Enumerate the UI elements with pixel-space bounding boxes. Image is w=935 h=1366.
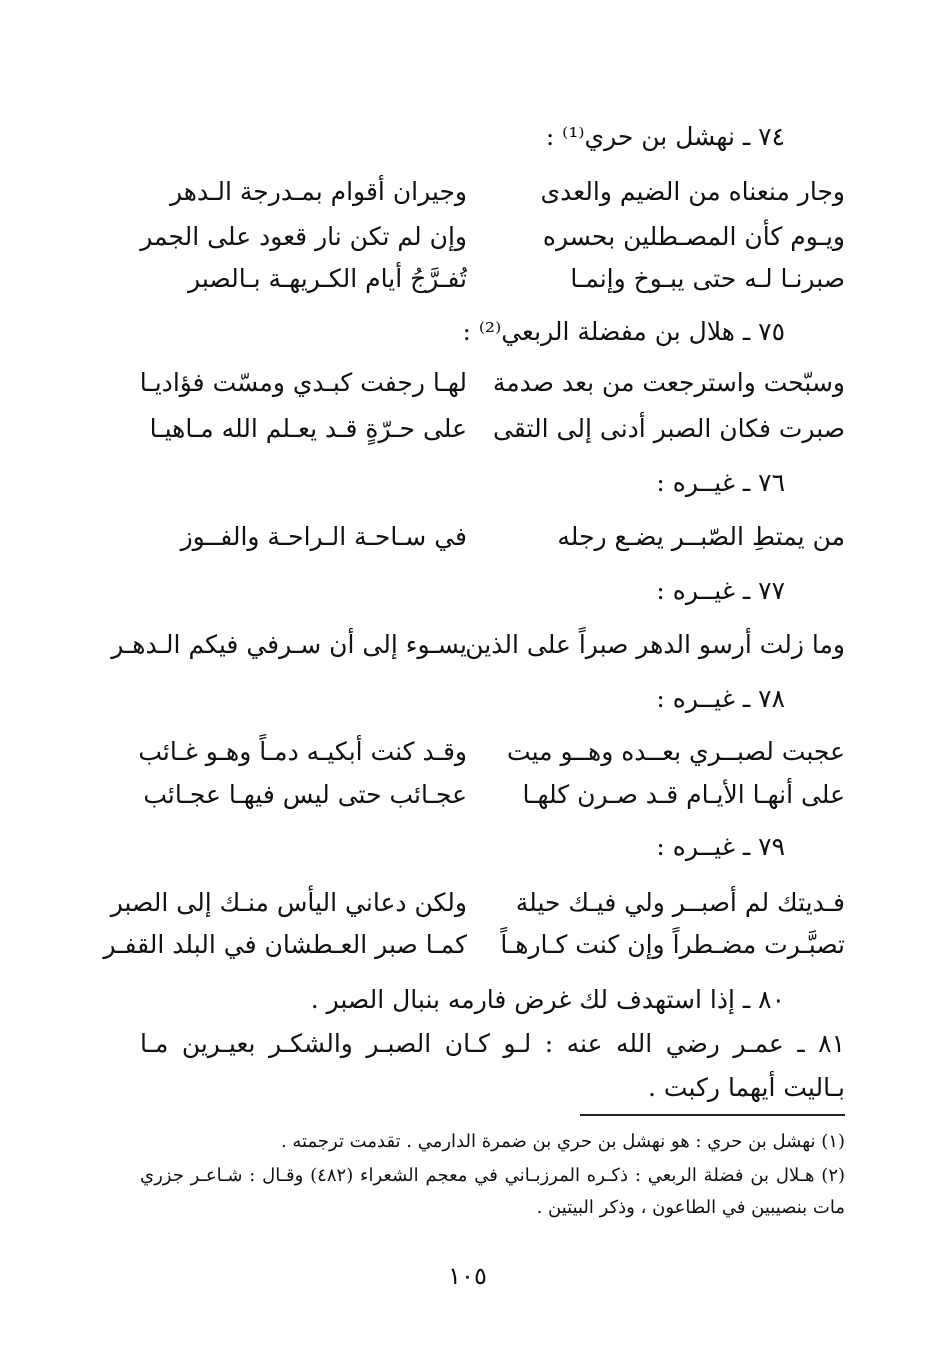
heading-74: ٧٤ ـ نهشل بن حري⁽¹⁾ : — [545, 122, 785, 151]
verse-hemistich-right: وجار منعناه من الضيم والعدى — [540, 177, 845, 206]
verse-hemistich-right: ويـوم كأن المصـطلين بحسره — [542, 222, 845, 251]
verse-hemistich-left: وقـد كنت أبكيـه دمـاً وهـو غـائب — [138, 737, 467, 766]
footnote-1: (١) نهشل بن حري : هو نهشل بن حري بن ضمرة الدارمي . تقدمت ترجمته . — [280, 1131, 845, 1152]
verse-hemistich-left: وجيران أقوام بمـدرجة الـدهر — [169, 177, 467, 206]
heading-78: ٧٨ ـ غيــره : — [656, 684, 785, 713]
verse-hemistich-left: يسـوء إلى أن سـرفي فيكم الـدهـر — [111, 630, 467, 659]
paragraph-80: ٨٠ ـ إذا استهدف لك غرض فارمه بنبال الصبر . — [310, 985, 785, 1014]
page-number: ١٠٥ — [448, 1262, 487, 1290]
verse-hemistich-left: في سـاحـة الـراحـة والفــوز — [180, 522, 467, 551]
footnote-divider — [580, 1114, 845, 1116]
heading-77: ٧٧ ـ غيــره : — [656, 576, 785, 605]
heading-79: ٧٩ ـ غيــره : — [656, 832, 785, 861]
verse-hemistich-right: فـديتك لم أصبــر ولي فيـك حيلة — [515, 888, 845, 917]
verse-hemistich-left: لهـا رجفت كبـدي ومسّت فؤاديـا — [139, 368, 467, 397]
verse-hemistich-left: كمـا صبر العـطشان في البلد القفـر — [103, 930, 467, 959]
verse-hemistich-right: صبرنـا لـه حتى يبـوخ وإنمـا — [570, 264, 845, 293]
footnote-2: (٢) هـلال بن فضلة الربعي : ذكـره المرزبـاني في معجم الشعراء (٤٨٢) وقـال : شـاعـر جزري مات بنصيبين في الطاعون ، وذكر البيتين . — [140, 1165, 846, 1218]
verse-hemistich-left: وإن لم تكن نار قعود على الجمر — [140, 222, 467, 251]
verse-hemistich-left: على حـرّةٍ قـد يعـلم الله مـاهيـا — [149, 414, 467, 443]
verse-hemistich-right: عجبت لصبــري بعــده وهــو ميت — [507, 737, 845, 766]
verse-hemistich-right: وما زلت أرسو الدهر صبراً على الذين — [465, 630, 845, 659]
verse-hemistich-right: من يمتطِ الصّبــر يضـع رجله — [557, 522, 845, 551]
paragraph-81: ٨١ ـ عمـر رضي الله عنه : لـو كـان الصبـر والشكـر بعيـرين مـا بـاليت أيهما ركبت . — [140, 1029, 845, 1102]
verse-hemistich-right: صبرت فكان الصبر أدنى إلى التقى — [492, 414, 845, 443]
verse-hemistich-right: وسبّحت واسترجعت من بعد صدمة — [492, 368, 845, 397]
verse-hemistich-left: عجـائب حتى ليس فيهـا عجـائب — [143, 780, 467, 809]
verse-hemistich-left: تُفـرَّجُ أيام الكـريهـة بـالصبر — [188, 264, 467, 293]
verse-hemistich-left: ولكن دعاني اليأس منـك إلى الصبر — [110, 888, 467, 917]
heading-76: ٧٦ ـ غيــره : — [656, 468, 785, 497]
verse-hemistich-right: على أنهـا الأيـام قـد صـرن كلهـا — [522, 780, 845, 809]
heading-75: ٧٥ ـ هلال بن مفضلة الربعي⁽²⁾ : — [462, 317, 785, 346]
verse-hemistich-right: تصبَّـرت مضـطراً وإن كنت كـارهـاً — [500, 930, 845, 959]
